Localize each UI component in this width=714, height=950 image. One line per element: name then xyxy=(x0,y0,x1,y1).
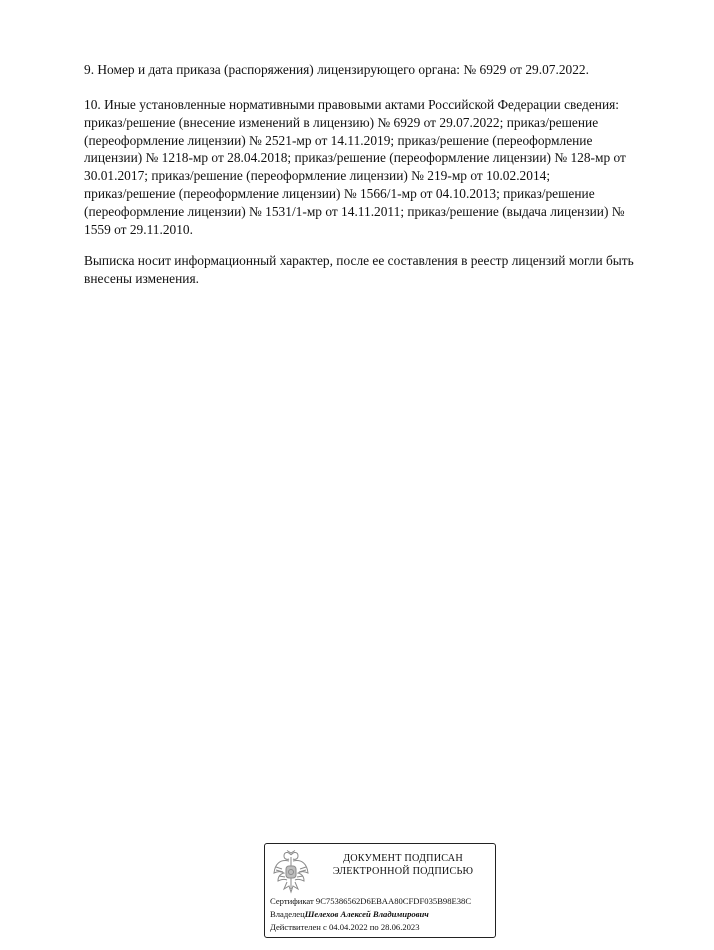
stamp-header xyxy=(317,853,489,878)
certificate-label: Сертификат xyxy=(270,896,314,906)
text-line: внесены изменения. xyxy=(84,270,199,286)
informational-note xyxy=(84,252,684,288)
owner-name: Шелехов Алексей Владимирович xyxy=(304,909,429,919)
stamp-header-line: ЭЛЕКТРОННОЙ ПОДПИСЬЮ xyxy=(332,865,474,877)
text-line: (переоформление лицензии) № 1531/1-мр от 14.11.2011; приказ/решение (выдача лицензии) № xyxy=(84,203,625,219)
item-9-order-number xyxy=(84,61,684,79)
certificate-row xyxy=(270,896,471,907)
text-line: приказ/решение (внесение изменений в лицензию) № 6929 от 29.07.2022; приказ/решение xyxy=(84,114,599,130)
text-line: лицензии) № 1218-мр от 28.04.2018; приказ/решение (переоформление лицензии) № 128-мр от xyxy=(84,150,626,166)
text-line: 10. Иные установленные нормативными правовыми актами Российской Федерации сведения: xyxy=(84,97,619,112)
certificate-value: 9C75386562D6EBAA80CFDF035B98E38C xyxy=(315,896,472,906)
validity-row xyxy=(270,922,420,933)
text-line: Выписка носит информационный характер, после ее составления в реестр лицензий могли быть xyxy=(84,253,634,268)
item-10-other-info xyxy=(84,96,684,238)
validity-text: Действителен с 04.04.2022 по 28.06.2023 xyxy=(270,922,420,932)
text-line: (переоформление лицензии) № 2521-мр от 14.11.2019; приказ/решение (переоформление xyxy=(84,132,593,148)
text-line: 1559 от 29.11.2010. xyxy=(84,221,193,237)
text-line: 30.01.2017; приказ/решение (переоформление лицензии) № 219-мр от 10.02.2014; xyxy=(84,168,551,184)
electronic-signature-stamp xyxy=(264,843,496,938)
owner-row xyxy=(270,909,429,920)
text-line: приказ/решение (переоформление лицензии) № 1566/1-мр от 04.10.2013; приказ/решение xyxy=(84,185,595,201)
russian-coat-of-arms-icon xyxy=(272,849,310,895)
owner-label: Владелец xyxy=(270,909,305,919)
text-line: 9. Номер и дата приказа (распоряжения) лицензирующего органа: № 6929 от 29.07.2022. xyxy=(84,62,589,77)
stamp-header-line: ДОКУМЕНТ ПОДПИСАН xyxy=(343,853,463,864)
